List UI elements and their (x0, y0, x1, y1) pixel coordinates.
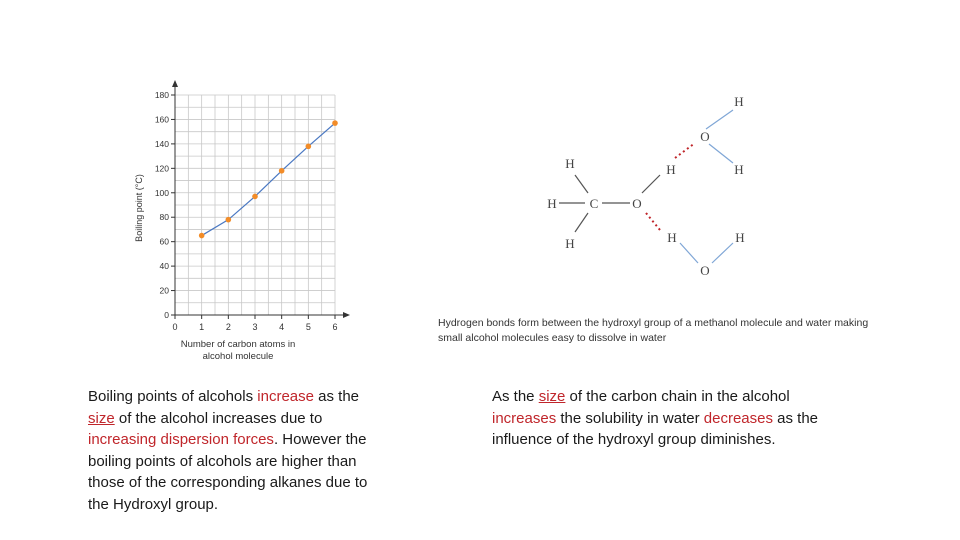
atom-h-water-1-top: H (734, 94, 744, 109)
y-tick-label: 160 (154, 114, 169, 125)
right-text-3: of the carbon chain in the alcohol (565, 388, 790, 405)
left-text-1: Boiling points of alcohols (88, 388, 258, 405)
y-tick-label: 140 (154, 138, 169, 149)
right-text-increases: increases (492, 409, 557, 427)
data-point (332, 120, 338, 126)
left-text-5: of the alcohol increases due to (114, 409, 323, 427)
x-axis-label-line2: alcohol molecule (202, 351, 274, 362)
hydrogen-bonds (675, 143, 695, 158)
data-point (226, 217, 232, 223)
left-text-increase: increase (257, 388, 314, 405)
diagram-caption: Hydrogen bonds form between the hydroxyl group of a methanol molecule and water making small alcohol molecules easy to dissolve in water (438, 317, 869, 344)
right-text-1: As the (492, 388, 539, 405)
boiling-point-explanation (88, 386, 388, 515)
left-text-size: size (88, 409, 115, 427)
atom-o-water-1: O (700, 129, 710, 144)
data-point (199, 233, 205, 239)
boiling-point-chart (120, 75, 360, 365)
chart-grid (175, 95, 335, 315)
right-text-size: size (538, 388, 566, 405)
x-tick-label: 2 (225, 322, 231, 332)
atom-h-methyl-bottom: H (565, 236, 575, 251)
methanol-water-hydrogen-bond-diagram (530, 80, 780, 280)
x-tick-label: 0 (172, 322, 178, 332)
atom-h-methyl-top: H (565, 156, 575, 171)
y-tick-label: 40 (159, 261, 169, 272)
atom-h-hydroxyl: H (666, 162, 676, 177)
y-tick-label: 120 (154, 163, 169, 174)
y-axis-label: Boiling point (°C) (134, 174, 144, 242)
y-axis-arrow (172, 80, 178, 87)
data-point (306, 144, 312, 150)
y-tick-label: 100 (154, 187, 169, 198)
atom-c-methyl: C (589, 196, 599, 211)
y-tick-label: 20 (159, 285, 169, 296)
right-text-5: the solubility in water (556, 409, 704, 427)
x-axis-label-line1: Number of carbon atoms in (180, 339, 296, 350)
atom-h-water-2-right: H (735, 230, 745, 245)
atom-o-methyl: O (632, 196, 642, 211)
y-tick-label: 80 (159, 212, 169, 223)
methanol-bonds (559, 175, 660, 232)
chart-axes (171, 80, 350, 319)
hydrogen-bonds-2 (646, 213, 660, 230)
x-tick-label: 1 (199, 322, 205, 332)
left-text-7: . However the boiling points of alcohols are higher than those of the corresponding alkanes due to the Hydroxyl group. (88, 431, 368, 513)
data-point (252, 194, 258, 200)
left-text-3: as the (313, 388, 360, 405)
data-point (279, 168, 285, 174)
atom-o-water-2: O (700, 263, 710, 278)
atom-h-methyl-left: H (547, 196, 557, 211)
right-text-7: as the influence of the hydroxyl group diminishes. (492, 409, 819, 448)
right-text-decreases: decreases (703, 409, 773, 427)
y-tick-label: 180 (154, 90, 169, 100)
x-axis-arrow (343, 312, 350, 318)
x-tick-label: 6 (332, 322, 338, 332)
y-tick-labels (155, 90, 169, 320)
x-tick-label: 3 (252, 322, 258, 332)
x-tick-label: 5 (305, 322, 311, 332)
left-text-dispersion: increasing dispersion forces (88, 431, 274, 448)
atom-h-water-1-right: H (734, 162, 744, 177)
y-tick-label: 0 (164, 310, 169, 320)
x-tick-labels (172, 322, 337, 332)
solubility-explanation (492, 386, 822, 451)
y-tick-label: 60 (159, 236, 169, 247)
atom-h-water-2-left: H (667, 230, 677, 245)
x-tick-label: 4 (279, 322, 285, 332)
